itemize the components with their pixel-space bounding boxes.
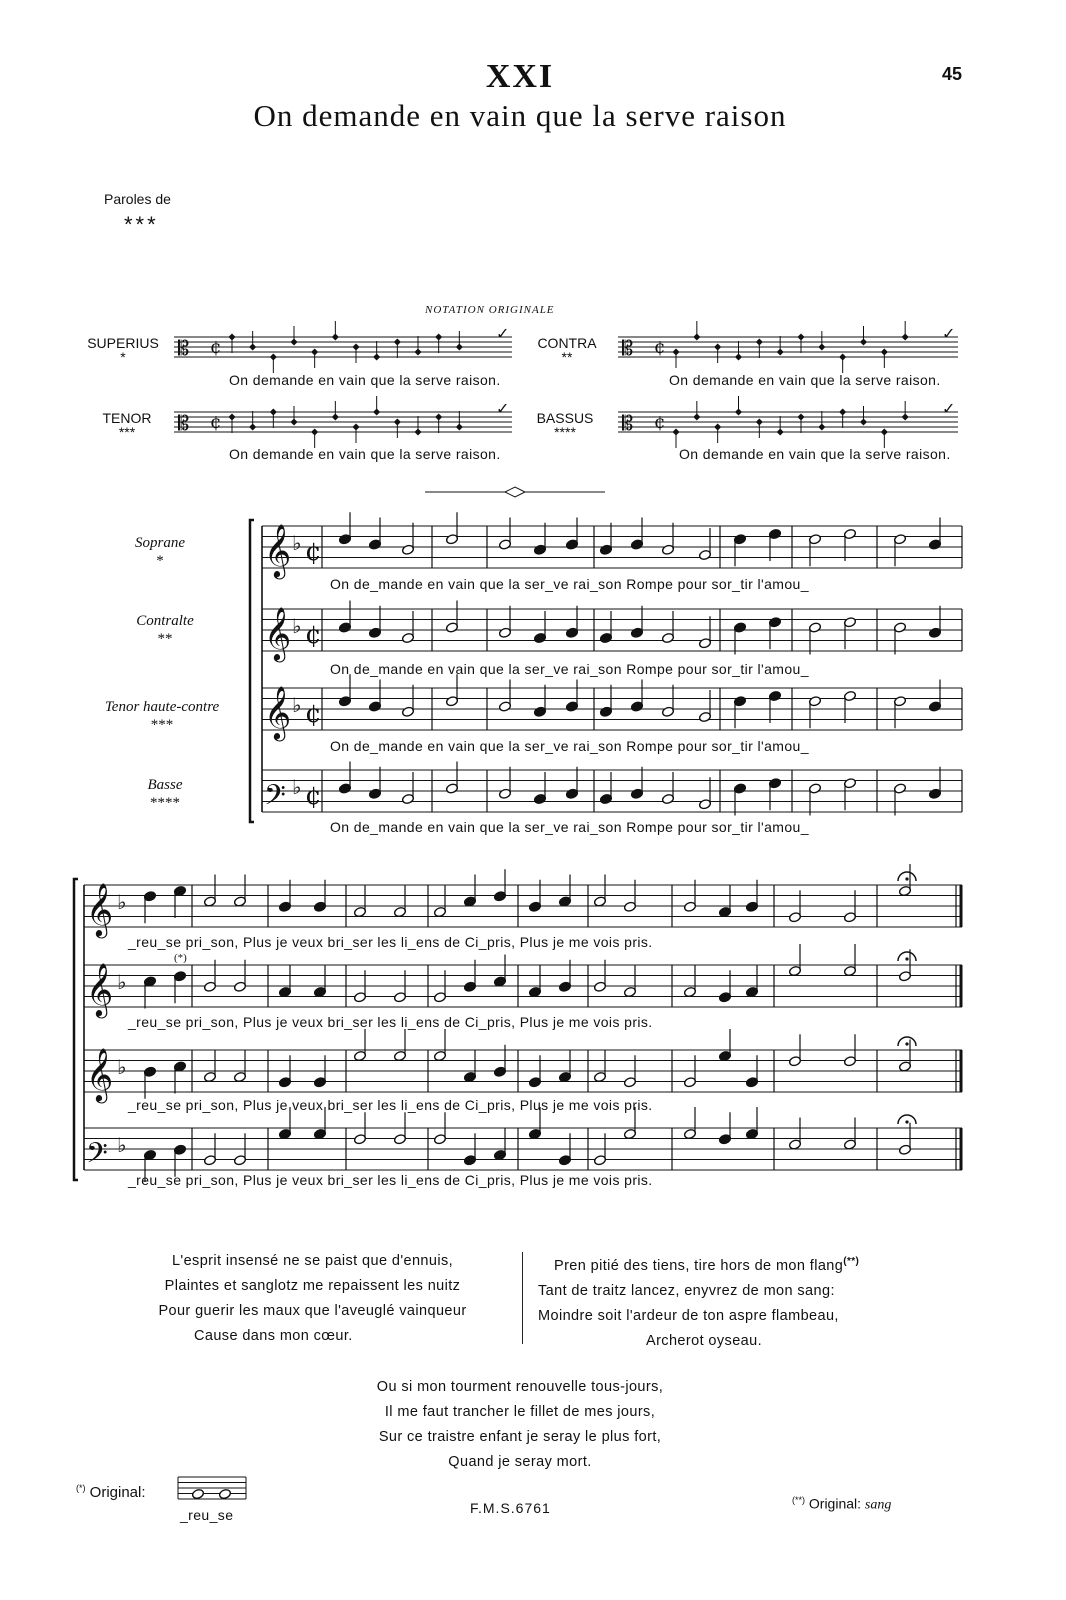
verse-left-line: L'esprit insensé ne se paist que d'ennuis,: [171, 1253, 454, 1269]
verse-center-line: Il me faut trancher le fillet de mes jours,: [384, 1404, 656, 1420]
custos-icon: ✓: [942, 324, 956, 343]
system-bracket: [250, 520, 254, 822]
verse-right-line: [538, 1249, 978, 1279]
footnote-1: [76, 1483, 146, 1501]
footnote-note-head: [191, 1488, 204, 1499]
superius-name: SUPERIUS: [87, 335, 159, 351]
cut-time-icon: ¢: [305, 620, 322, 650]
footnote-1-marker: (*): [76, 1483, 86, 1493]
meter-icon: ¢: [210, 337, 222, 358]
verse-right-text: Pren pitié des tiens, tire hors de mon flang: [554, 1257, 844, 1274]
footnote-2: [792, 1495, 891, 1514]
cut-time-icon: ¢: [305, 537, 322, 567]
footnote-2-label: Original:: [808, 1495, 862, 1512]
voice-mark-tenor: ***: [150, 717, 174, 733]
cut-time-icon: ¢: [305, 781, 322, 811]
system-bracket: [74, 879, 78, 1180]
voice-mark-contralte: **: [157, 631, 173, 647]
voice-mark-soprane: *: [156, 553, 164, 569]
verse-right-line: Tant de traitz lancez, enyvrez de mon sang:: [538, 1282, 835, 1299]
verse-center-line: Sur ce traistre enfant je seray le plus fort,: [378, 1429, 662, 1445]
treble-clef-icon: 𝄞: [86, 882, 114, 936]
verse-right-line: Archerot oyseau.: [646, 1332, 763, 1349]
clef-icon: 𝄡: [622, 336, 634, 360]
cut-time-icon: ¢: [305, 699, 322, 729]
treble-clef-icon: 𝄞: [86, 962, 114, 1016]
voice-mark-basse: ****: [150, 795, 180, 811]
custos-icon: ✓: [942, 399, 956, 418]
tenor-name: TENOR: [102, 410, 152, 426]
tenor-mark: ***: [118, 424, 136, 440]
treble-clef-icon: 𝄞: [86, 1047, 114, 1101]
ornament-diamond-icon: [505, 487, 525, 497]
page-number: 45: [942, 64, 963, 84]
clef-icon: 𝄡: [178, 336, 190, 360]
verse-left-line: Cause dans mon cœur.: [194, 1328, 353, 1344]
system2-lyric-soprane: _reu_se pri_son, Plus je veux bri_ser les li_ens de Ci_pris, Plus je me vois pris.: [128, 934, 653, 950]
bassus-name: BASSUS: [536, 410, 594, 426]
fermata-dot-icon: [905, 1120, 908, 1123]
piece-number: XXI: [485, 58, 555, 95]
verse-center-line: Quand je seray mort.: [448, 1454, 592, 1470]
bass-clef-icon: 𝄢: [264, 779, 286, 819]
system1-lyric-contralte: On de_mande en vain que la ser_ve rai_son Rompe pour sor_tir l'amou_: [330, 661, 809, 677]
lyricist-label: Paroles de: [104, 191, 171, 207]
system2-lyric-tenor: _reu_se pri_son, Plus je veux bri_ser les li_ens de Ci_pris, Plus je me vois pris.: [128, 1097, 653, 1113]
footnote-note-head: [218, 1488, 231, 1499]
flat-icon: ♭: [117, 1055, 127, 1079]
flat-icon: ♭: [292, 531, 302, 555]
treble-clef-icon: 𝄞: [264, 685, 292, 739]
flat-icon: ♭: [117, 970, 127, 994]
verse-left: [110, 1249, 515, 1349]
verse-right: [538, 1249, 978, 1354]
contra-lyric: On demande en vain que la serve raison.: [669, 372, 941, 388]
verse-center: [300, 1375, 740, 1475]
notation-heading: NOTATION ORIGINALE: [425, 304, 555, 316]
footnote-1-lyric: _reu_se: [180, 1507, 234, 1523]
meter-icon: ¢: [210, 412, 222, 433]
flat-icon: ♭: [117, 890, 127, 914]
superius-mark: *: [120, 349, 126, 365]
clef-icon: 𝄡: [178, 411, 190, 435]
treble-clef-icon: 𝄞: [264, 606, 292, 660]
fermata-dot-icon: [905, 957, 908, 960]
system1-lyric-tenor: On de_mande en vain que la ser_ve rai_son Rompe pour sor_tir l'amou_: [330, 738, 809, 754]
catalog-number: F.M.S.6761: [470, 1500, 551, 1516]
footnote-2-value: sang: [864, 1497, 892, 1513]
verse-divider: [522, 1252, 523, 1344]
flat-icon: ♭: [292, 614, 302, 638]
verse-right-note-marker: (**): [843, 1256, 860, 1267]
custos-icon: ✓: [496, 324, 510, 343]
flat-icon: ♭: [292, 693, 302, 717]
verse-left-line: Pour guerir les maux que l'aveuglé vainqueur: [158, 1303, 467, 1319]
system2-lyric-basse: _reu_se pri_son, Plus je veux bri_ser les li_ens de Ci_pris, Plus je me vois pris.: [128, 1172, 653, 1188]
superius-lyric: On demande en vain que la serve raison.: [229, 372, 501, 388]
fermata-dot-icon: [905, 877, 908, 880]
bass-clef-icon: 𝄢: [86, 1137, 108, 1177]
meter-icon: ¢: [654, 337, 666, 358]
fermata-dot-icon: [905, 1042, 908, 1045]
footnote-1-label: Original:: [89, 1484, 146, 1501]
system2-lyric-contralte: _reu_se pri_son, Plus je veux bri_ser les li_ens de Ci_pris, Plus je me vois pris.: [128, 1014, 653, 1030]
lyricist-author: ***: [124, 212, 159, 237]
clef-icon: 𝄡: [622, 411, 634, 435]
voice-name-tenor: Tenor haute-contre: [104, 699, 220, 715]
verse-center-line: Ou si mon tourment renouvelle tous-jours,: [376, 1379, 664, 1395]
flat-icon: ♭: [292, 775, 302, 799]
footnote-2-marker: (**): [792, 1495, 805, 1505]
verse-left-line: Plaintes et sanglotz me repaissent les nuitz: [164, 1278, 461, 1294]
page-title: On demande en vain que la serve raison: [253, 98, 787, 133]
contra-name: CONTRA: [537, 335, 597, 351]
voice-name-contralte: Contralte: [136, 613, 194, 629]
voice-name-basse: Basse: [147, 777, 183, 793]
treble-clef-icon: 𝄞: [264, 523, 292, 577]
flat-icon: ♭: [117, 1133, 127, 1157]
meter-icon: ¢: [654, 412, 666, 433]
bassus-lyric: On demande en vain que la serve raison.: [679, 446, 951, 462]
system1-lyric-basse: On de_mande en vain que la ser_ve rai_son Rompe pour sor_tir l'amou_: [330, 819, 809, 835]
tenor-lyric: On demande en vain que la serve raison.: [229, 446, 501, 462]
verse-right-line: Moindre soit l'ardeur de ton aspre flambeau,: [538, 1307, 839, 1324]
system1-lyric-soprane: On de_mande en vain que la ser_ve rai_son Rompe pour sor_tir l'amou_: [330, 576, 809, 592]
voice-name-soprane: Soprane: [135, 535, 185, 551]
contra-mark: **: [561, 349, 573, 365]
custos-icon: ✓: [496, 399, 510, 418]
note-marker-alto: (*): [174, 952, 187, 964]
bassus-mark: ****: [554, 424, 576, 440]
